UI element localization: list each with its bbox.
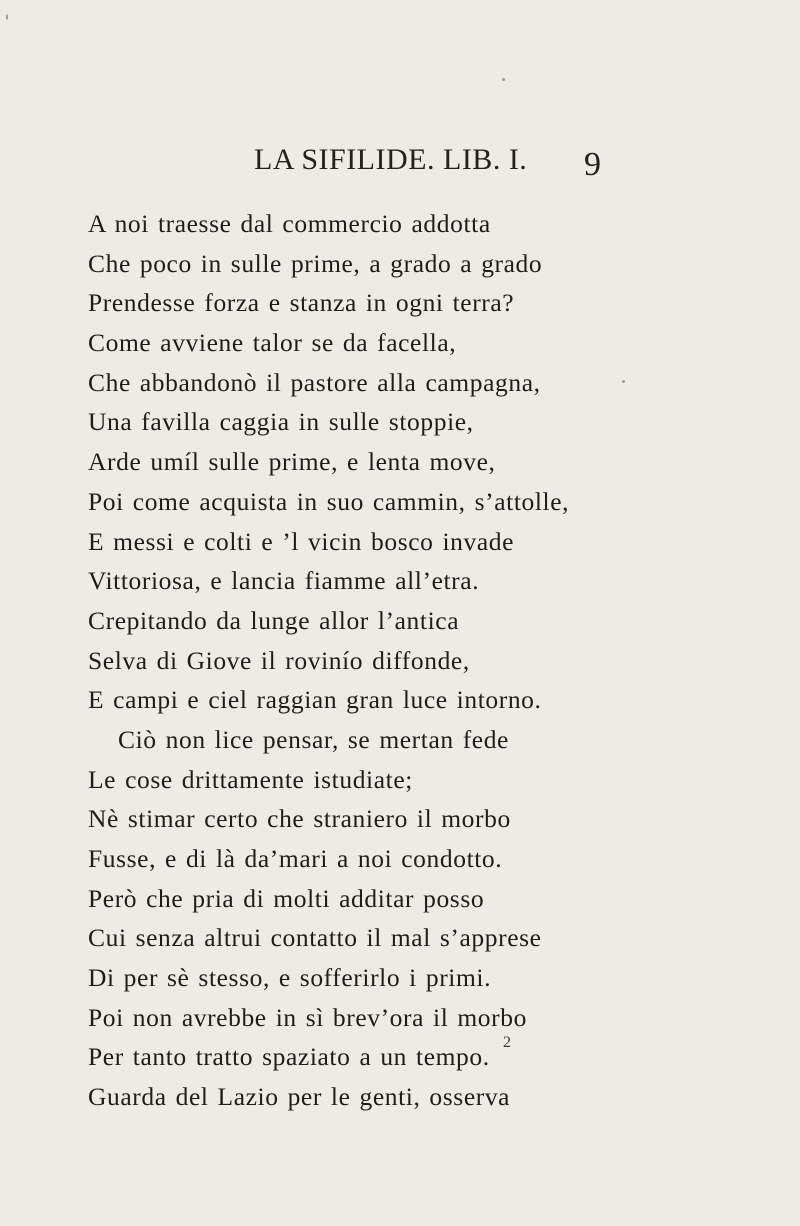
verse-line: E campi e ciel raggian gran luce intorno. — [88, 685, 542, 715]
verse-line: Una favilla caggia in sulle stoppie, — [88, 407, 474, 437]
paper-speck — [502, 78, 505, 81]
verse-line: Per tanto tratto spaziato a un tempo. — [88, 1042, 490, 1072]
verse-line: Fusse, e di là da’mari a noi condotto. — [88, 844, 503, 873]
verse-line: Poi come acquista in suo cammin, s’attolle, — [88, 486, 570, 516]
verse-line: Di per sè stesso, e sofferirlo i primi. — [88, 963, 492, 993]
verse-line: Ciò non lice pensar, se mertan fede — [118, 724, 509, 754]
verse-line: Vittoriosa, e lancia fiamme all’etra. — [88, 566, 480, 596]
verse-line: Cui senza altrui contatto il mal s’apprese — [88, 923, 542, 953]
verse-line: Le cose drittamente istudiate; — [88, 764, 413, 794]
verse-line: Però che pria di molti additar posso — [88, 883, 485, 913]
paper-speck — [622, 380, 625, 383]
page-number: 9 — [584, 146, 601, 183]
verse-line: Crepitando da lunge allor l’antica — [88, 605, 460, 635]
verse-line: Nè stimar certo che straniero il morbo — [88, 804, 511, 834]
verse-line: E messi e colti e ’l vicin bosco invade — [88, 526, 515, 556]
signature-mark: 2 — [503, 1034, 511, 1051]
verse-line: Poi non avrebbe in sì brev’ora il morbo — [88, 1002, 527, 1032]
verse-line: Prendesse forza e stanza in ogni terra? — [88, 288, 515, 318]
verse-line: Guarda del Lazio per le genti, osserva — [88, 1082, 511, 1112]
verse-line: Arde umíl sulle prime, e lenta move, — [88, 447, 496, 477]
verse-line: Come avviene talor se da facella, — [88, 328, 457, 358]
verse-line: A noi traesse dal commercio addotta — [88, 209, 491, 238]
verse-line: Che abbandonò il pastore alla campagna, — [88, 367, 541, 397]
running-title: LA SIFILIDE. LIB. I. — [254, 143, 528, 176]
verse-line: Selva di Giove il rovinío diffonde, — [88, 645, 470, 675]
verse-line: Che poco in sulle prime, a grado a grado — [88, 248, 543, 278]
poem-text — [88, 204, 569, 1117]
paper-speck — [6, 14, 8, 20]
